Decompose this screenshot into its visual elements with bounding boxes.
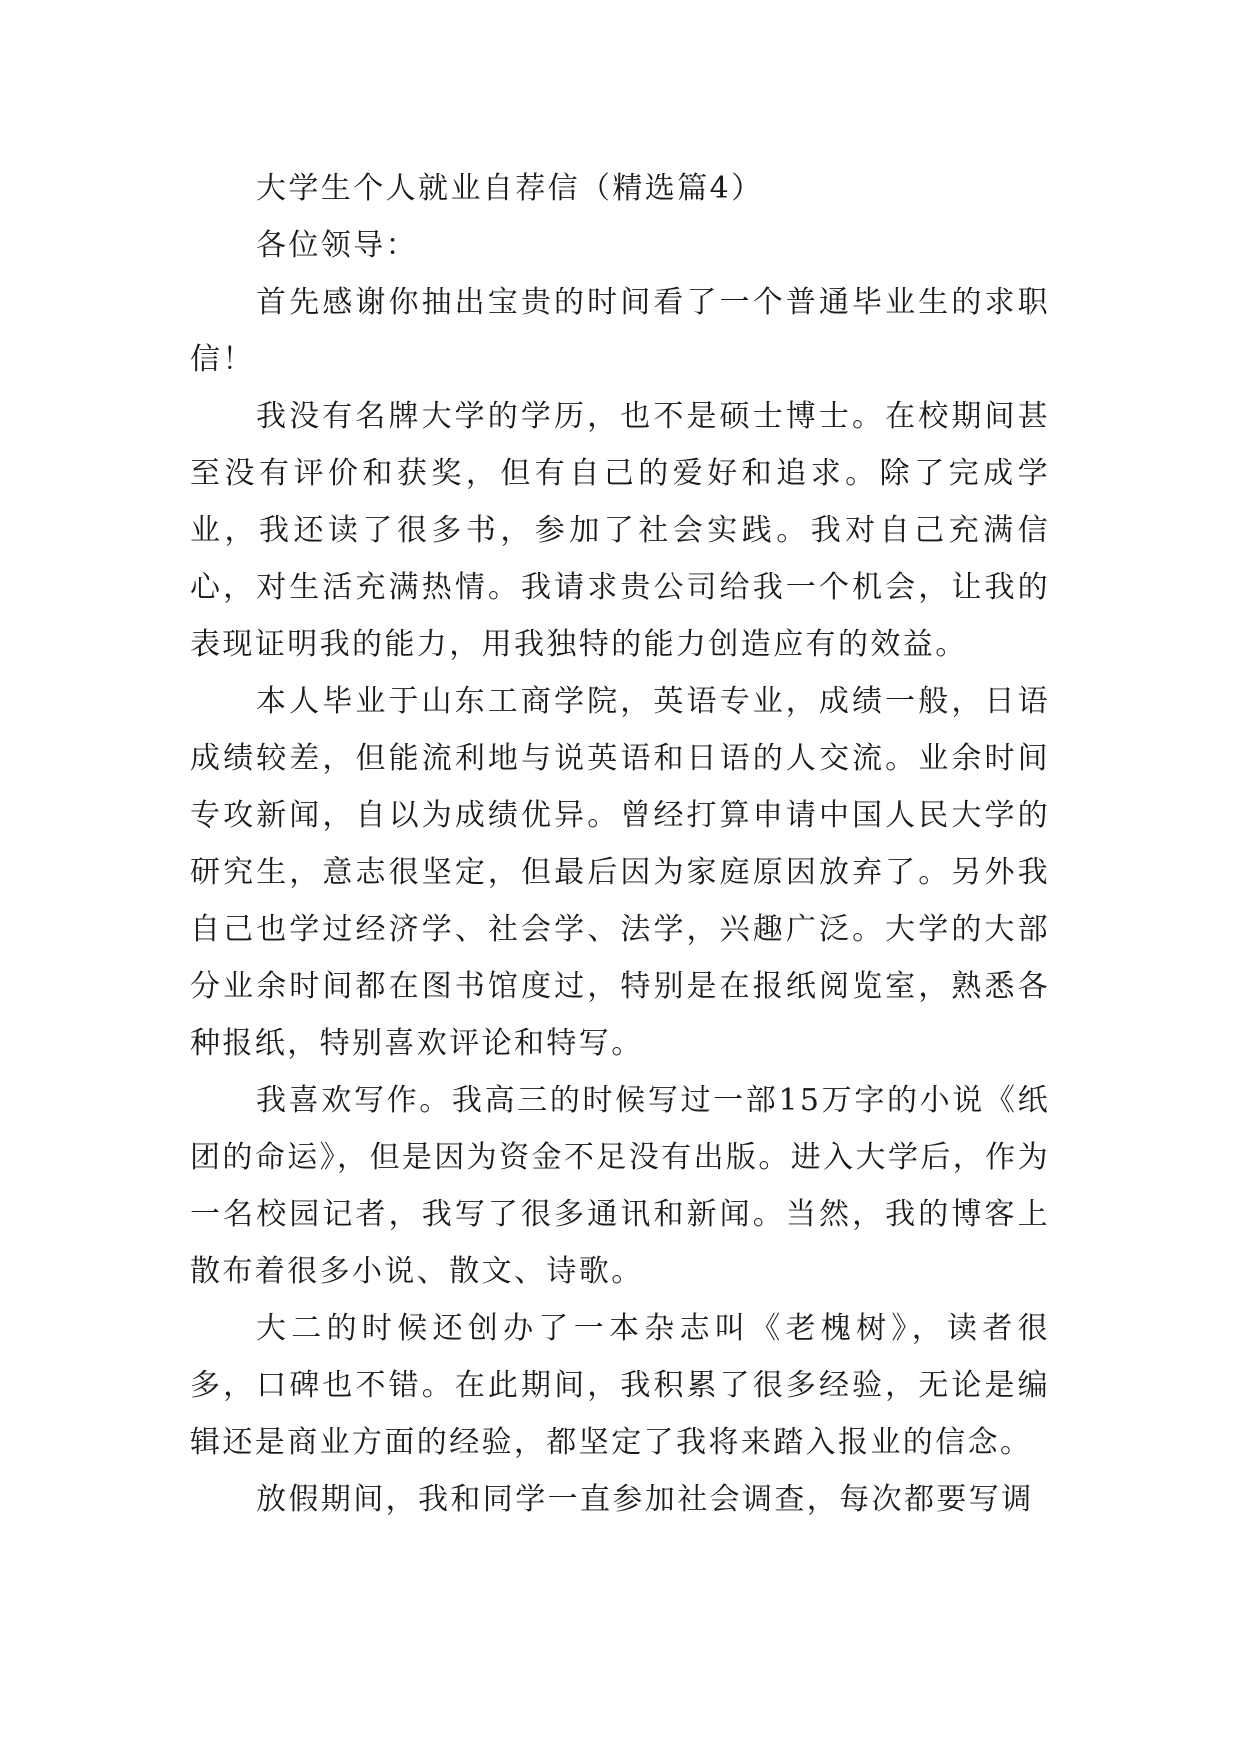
- letter-title: 大学生个人就业自荐信（精选篇4）: [256, 171, 764, 206]
- paragraph: 首先感谢你抽出宝贵的时间看了一个普通毕业生的求职信！: [190, 285, 1050, 377]
- paragraph: 大二的时候还创办了一本杂志叫《老槐树》，读者很多，口碑也不错。在此期间，我积累了很多经验，无论是编辑还是商业方面的经验，都坚定了我将来踏入报业的信念。: [190, 1311, 1050, 1460]
- paragraph: 放假期间，我和同学一直参加社会调查，每次都要写调: [256, 1482, 1034, 1517]
- paragraph: 我喜欢写作。我高三的时候写过一部15万字的小说《纸团的命运》，但是因为资金不足没有出版。进入大学后，作为一名校园记者，我写了很多通讯和新闻。当然，我的博客上散布着很多小说、散文、诗歌。: [190, 1083, 1050, 1289]
- paragraph: 我没有名牌大学的学历，也不是硕士博士。在校期间甚至没有评价和获奖，但有自己的爱好和追求。除了完成学业，我还读了很多书，参加了社会实践。我对自己充满信心，对生活充满热情。我请求贵公司给我一个机会，让我的表现证明我的能力，用我独特的能力创造应有的效益。: [190, 399, 1050, 662]
- letter-salutation: 各位领导：: [256, 228, 418, 263]
- letter-body: [190, 160, 1050, 1528]
- paragraph: 本人毕业于山东工商学院，英语专业，成绩一般，日语成绩较差，但能流利地与说英语和日语的人交流。业余时间专攻新闻，自以为成绩优异。曾经打算申请中国人民大学的研究生，意志很坚定，但最后因为家庭原因放弃了。另外我自己也学过经济学、社会学、法学，兴趣广泛。大学的大部分业余时间都在图书馆度过，特别是在报纸阅览室，熟悉各种报纸，特别喜欢评论和特写。: [190, 684, 1050, 1061]
